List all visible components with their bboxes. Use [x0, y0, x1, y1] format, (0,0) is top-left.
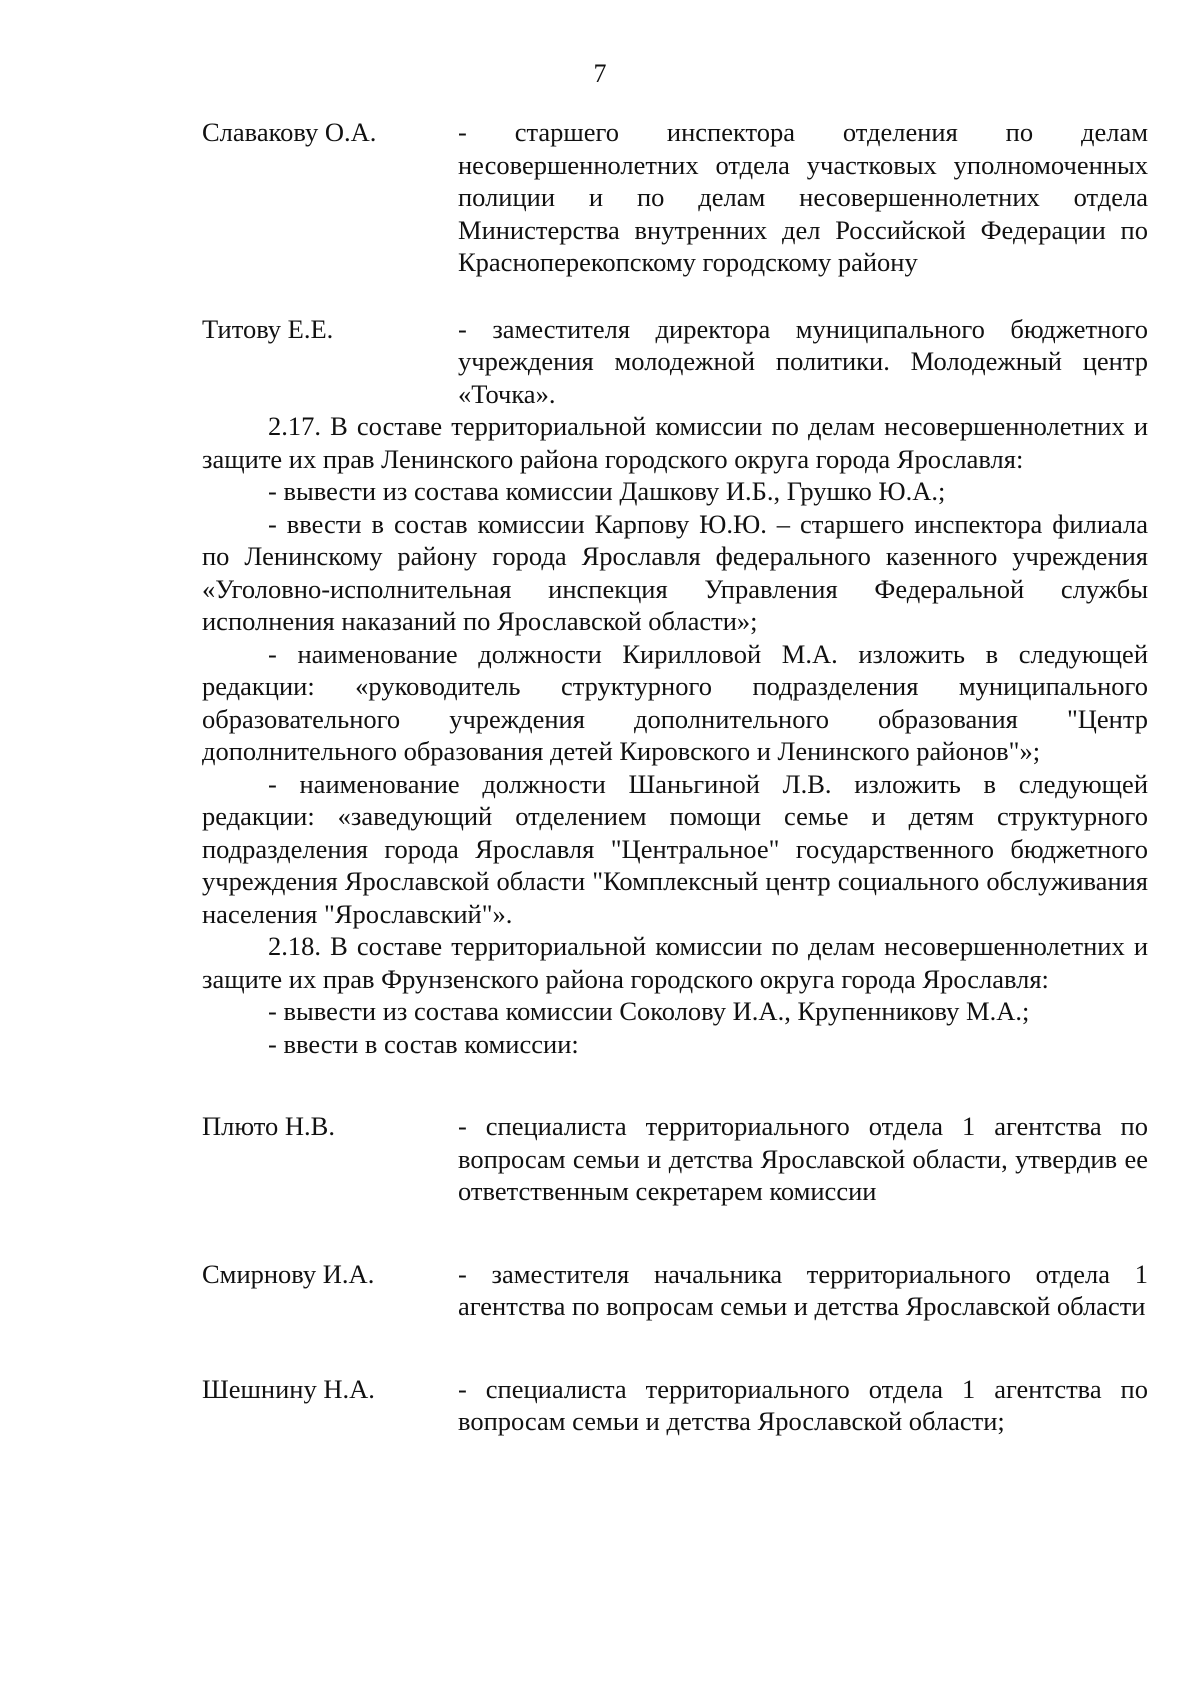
section-2-18-item-1: - вывести из состава комиссии Соколову И.А., Крупенникову М.А.;	[268, 996, 1030, 1026]
spacer	[202, 1060, 1148, 1110]
person-entry-sheshnina	[202, 1373, 1148, 1438]
spacer	[202, 279, 1148, 313]
section-2-17-item-3: - наименование должности Кирилловой М.А. изложить в следующей редакции: «руководитель структурного подразделения муниципального образовательного учреждения дополнительного образования "Центр дополнительного образования детей Кировского и Ленинского районов"»;	[202, 638, 1148, 766]
section-2-17-item-2: - ввести в состав комиссии Карпову Ю.Ю. – старшего инспектора филиала по Ленинскому району города Ярославля федерального казенного учреждения «Уголовно-исполнительная инспекция Управления Федеральной службы исполнения наказаний по Ярославской области»;	[202, 508, 1148, 636]
person-entry-plyuto	[202, 1110, 1148, 1208]
person-position: - специалиста территориального отдела 1 агентства по вопросам семьи и детства Ярославской области;	[458, 1373, 1148, 1436]
section-2-18-intro: 2.18. В составе территориальной комиссии по делам несовершеннолетних и защите их прав Фрунзенского района городского округа города Ярославля:	[202, 931, 1148, 994]
section-2-17-item-4: - наименование должности Шаньгиной Л.В. изложить в следующей редакции: «заведующий отделением помощи семье и детям структурного подразделения города Ярославля "Центральное" государственного бюджетного учреждения Ярославской области "Комплексный центр социального обслуживания населения "Ярославский"».	[202, 768, 1148, 929]
section-2-18-item-2: - ввести в состав комиссии:	[268, 1028, 579, 1059]
person-entry-slavakova	[202, 116, 1148, 279]
spacer	[202, 1208, 1148, 1258]
person-position: - старшего инспектора отделения по делам несовершеннолетних отдела участковых уполномоченных полиции и по делам несовершеннолетних отдела Министерства внутренних дел Российской Федерации по Красноперекопскому городскому району	[458, 117, 1148, 277]
person-position: - заместителя директора муниципального бюджетного учреждения молодежной политики. Молодежный центр «Точка».	[458, 313, 1148, 409]
person-entry-titova	[202, 313, 1148, 411]
section-2-17-item-1: - вывести из состава комиссии Дашкову И.Б., Грушко Ю.А.;	[268, 476, 946, 506]
person-name: Плюто Н.В.	[202, 1111, 335, 1141]
person-position: - заместителя начальника территориального отдела 1 агентства по вопросам семьи и детства Ярославской области	[458, 1258, 1148, 1321]
person-name: Шешнину Н.А.	[202, 1373, 375, 1404]
person-entry-smirnova	[202, 1258, 1148, 1323]
spacer	[202, 1323, 1148, 1373]
document-body	[202, 116, 1148, 1438]
section-2-17-intro: 2.17. В составе территориальной комиссии по делам несовершеннолетних и защите их прав Ленинского района городского округа города Ярославля:	[202, 411, 1148, 474]
person-position: - специалиста территориального отдела 1 агентства по вопросам семьи и детства Ярославской области, утвердив ее ответственным секретарем комиссии	[458, 1111, 1148, 1206]
person-name: Славакову О.А.	[202, 117, 377, 147]
person-name: Смирнову И.А.	[202, 1258, 375, 1289]
person-name: Титову Е.Е.	[202, 313, 334, 344]
page-number: 7	[593, 59, 607, 88]
